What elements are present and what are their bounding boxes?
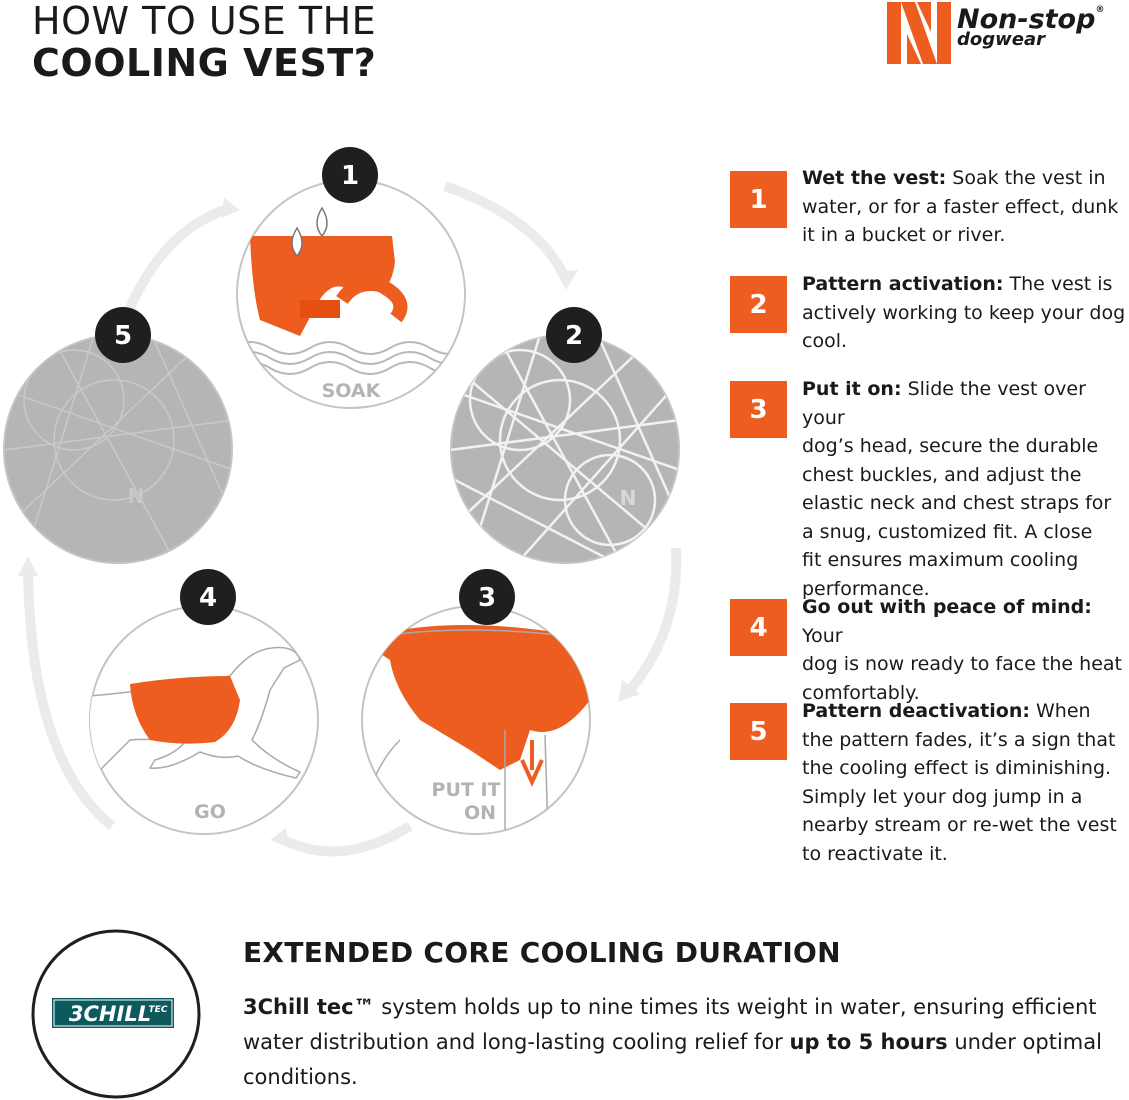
step-title: Go out with peace of mind: <box>802 596 1092 618</box>
step-badge-4 <box>180 569 236 625</box>
cycle-diagram <box>0 130 700 890</box>
step-number-box: 1 <box>730 171 787 228</box>
step-title: Put it on: <box>802 378 902 400</box>
step-badge-2 <box>546 307 602 363</box>
brand-name <box>957 6 1104 49</box>
step-number-box: 2 <box>730 276 787 333</box>
svg-text:5: 5 <box>113 321 133 351</box>
3chill-tec-logo-icon <box>30 928 202 1100</box>
label-soak: SOAK <box>321 380 381 402</box>
title-line-1: HOW TO USE THE <box>32 0 377 43</box>
step-number-box: 3 <box>730 381 787 438</box>
svg-text:4: 4 <box>198 583 218 613</box>
step-badge-5 <box>95 307 151 363</box>
logo-sub-text: TEC <box>148 1005 168 1015</box>
logo-text: 3CHILL <box>68 1002 152 1026</box>
svg-text:2: 2 <box>564 321 584 351</box>
step-badge-3 <box>459 569 515 625</box>
brand-mark-icon: N <box>619 486 637 510</box>
step-badge-1 <box>322 147 378 203</box>
brand-name-line2: dogwear <box>957 29 1045 50</box>
step-2-circle <box>450 335 680 563</box>
step-title: Pattern deactivation: <box>802 700 1030 722</box>
svg-text:1: 1 <box>340 161 360 191</box>
step-4-circle <box>90 606 318 834</box>
step-number-box: 5 <box>730 703 787 760</box>
step-3-circle <box>360 606 600 890</box>
brand-mark-icon: N <box>127 484 145 508</box>
step-title: Wet the vest: <box>802 167 947 189</box>
registered-mark: ® <box>1095 5 1105 15</box>
brand-logo-icon <box>887 2 951 64</box>
step-number-box: 4 <box>730 599 787 656</box>
label-put-it-on-2: ON <box>463 802 497 824</box>
step-title: Pattern activation: <box>802 273 1004 295</box>
step-5-circle <box>4 335 234 563</box>
svg-text:3: 3 <box>477 583 497 613</box>
cooling-duration-text: 3Chill tec™ system holds up to nine times its weight in water, ensuring efficient water distribution and long-lasting cooling relief for up to 5 hours under optimal conditions. <box>243 995 1102 1089</box>
brand-name-line1: Non-stop <box>957 4 1096 35</box>
label-put-it-on-1: PUT IT <box>431 779 501 801</box>
step-1-circle <box>230 180 470 408</box>
cooling-duration-heading: EXTENDED CORE COOLING DURATION <box>243 936 841 969</box>
label-go: GO <box>194 801 226 823</box>
page-title <box>32 0 376 84</box>
title-line-2: COOLING VEST? <box>32 41 377 85</box>
